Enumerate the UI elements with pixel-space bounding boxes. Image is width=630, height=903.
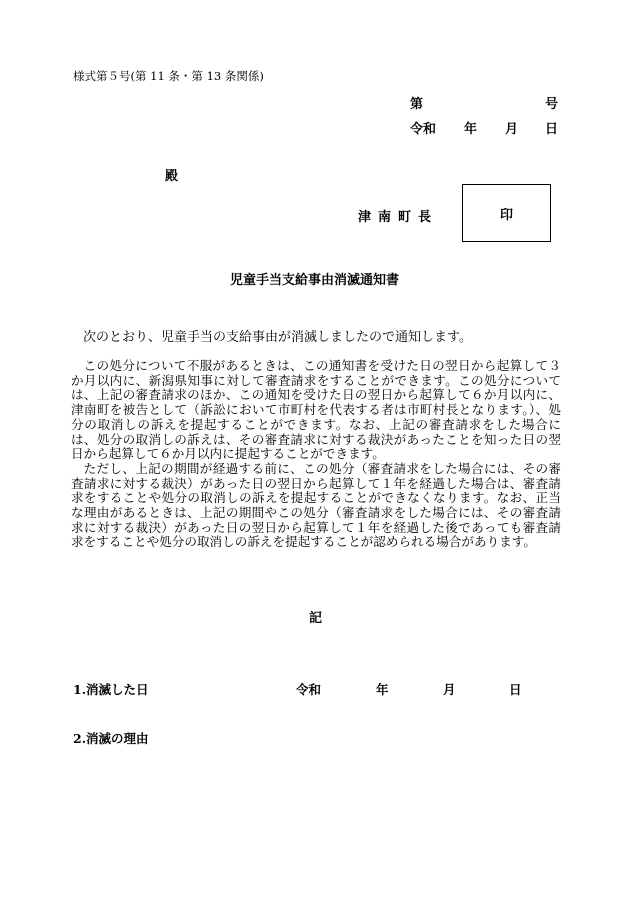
- item2-label: 2.消滅の理由: [73, 731, 149, 746]
- item1-label: 1.消滅した日: [73, 682, 149, 697]
- issue-date-year: 年: [464, 122, 478, 137]
- body-paragraph: この処分について不服があるときは、この通知書を受けた日の翌日から起算して３か月以内に、新潟県知事に対して審査請求をすることができます。この処分については、上記の審査請求のほか、この通知を受けた日の翌日から起算して６か月以内に、津南町を被告として（訴訟において市町村を代表する者は市町村長となります。）、処分の取消しの訴えを提起することができます。なお、上記の審査請求をした場合には、処分の取消しの訴えは、その審査請求に対する裁決があったことを知った日の翌日から起算して６か月以内に提起することができます。: [71, 358, 561, 462]
- ki-heading: 記: [309, 611, 323, 626]
- addressee-suffix: 殿: [165, 169, 179, 184]
- item1-month: 月: [443, 682, 456, 697]
- issue-date-era: 令和: [410, 122, 437, 137]
- doc-number-go: 号: [545, 97, 559, 112]
- issue-date-month: 月: [505, 122, 519, 137]
- mayor-name: 津南町長: [358, 210, 439, 225]
- doc-number-dai: 第: [410, 97, 424, 112]
- body-paragraph: ただし、上記の期間が経過する前に、この処分（審査請求をした場合には、その審査請求に対する裁決）があった日の翌日から起算して１年を経過した場合は、審査請求をすることや処分の取消しの訴えを提起することができなくなります。なお、正当な理由があるときは、上記の期間やこの処分（審査請求をした場合には、その審査請求に対する裁決）があった日の翌日から起算して１年を経過した後であっても審査請求をすることや処分の取消しの訴えを提起することが認められる場合があります。: [71, 460, 561, 550]
- item1-year: 年: [376, 682, 389, 697]
- item1-day: 日: [509, 682, 522, 697]
- seal-box: [462, 184, 551, 242]
- issue-date-day: 日: [545, 122, 559, 137]
- item1-era: 令和: [296, 682, 322, 697]
- form-label: 様式第５号(第 11 条・第 13 条関係): [73, 69, 264, 83]
- intro-text: 次のとおり、児童手当の支給事由が消滅しましたので通知します。: [83, 330, 472, 345]
- body-text: [71, 359, 561, 550]
- document-title: 児童手当支給事由消滅通知書: [230, 273, 400, 288]
- seal-label: 印: [499, 207, 513, 223]
